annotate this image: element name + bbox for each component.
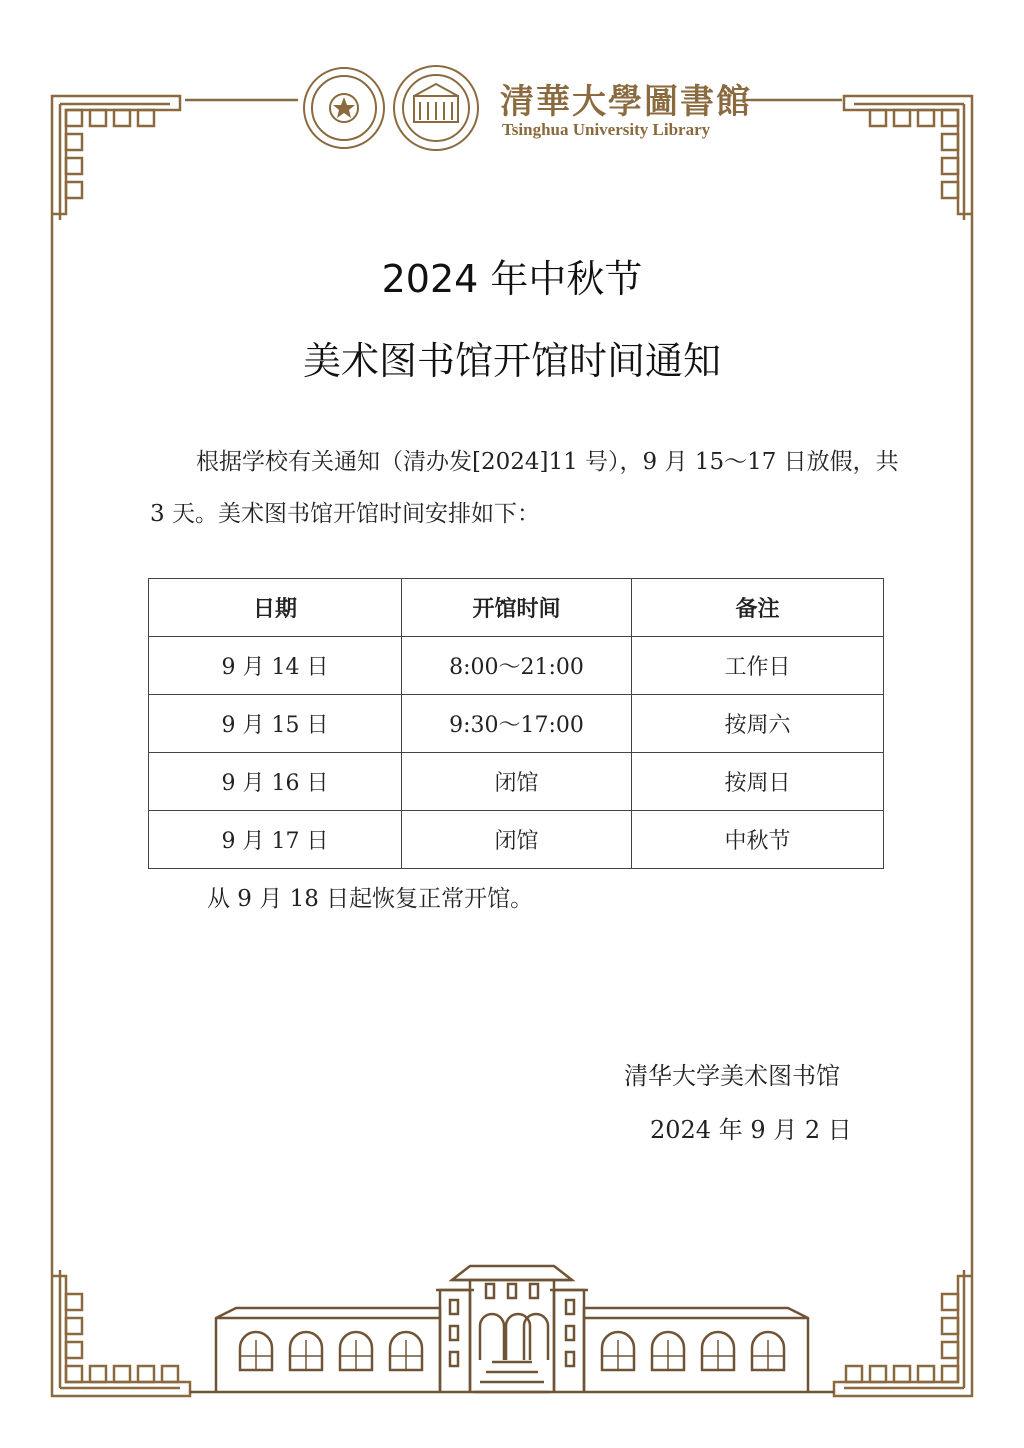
cell-date: 9 月 14 日 [149,637,402,695]
cell-hours: 9:30～17:00 [402,695,632,753]
library-name-chinese: 清華大學圖書館 [500,82,752,122]
corner-ornament-top-right [844,96,972,228]
corner-ornament-bottom-right [834,1262,972,1396]
library-seal-icon [394,66,478,150]
cell-remarks: 工作日 [632,637,884,695]
cell-hours: 闭馆 [402,753,632,811]
library-name-english: Tsinghua University Library [502,120,711,139]
table-row [149,753,884,811]
notice-intro-paragraph: 根据学校有关通知（清办发[2024]11 号），9 月 15～17 日放假，共 3 天。美术图书馆开馆时间安排如下： [150,449,899,527]
column-header-remarks: 备注 [632,579,884,637]
cell-remarks: 按周日 [632,753,884,811]
cell-hours: 8:00～21:00 [402,637,632,695]
table-row [149,695,884,753]
notice-title-line1: 2024 年中秋节 [381,257,643,301]
cell-date: 9 月 17 日 [149,811,402,869]
signature-date: 2024 年 9 月 2 日 [650,1116,852,1144]
corner-ornament-top-left [52,96,180,228]
table-row [149,637,884,695]
signature-organization: 清华大学美术图书馆 [624,1062,840,1090]
column-header-date: 日期 [149,579,402,637]
library-building-illustration [190,1266,834,1392]
cell-hours: 闭馆 [402,811,632,869]
notice-title-line2: 美术图书馆开馆时间通知 [302,339,721,383]
university-seal-icon [304,68,384,148]
column-header-hours: 开馆时间 [402,579,632,637]
cell-date: 9 月 15 日 [149,695,402,753]
cell-remarks: 按周六 [632,695,884,753]
cell-remarks: 中秋节 [632,811,884,869]
cell-date: 9 月 16 日 [149,753,402,811]
table-header-row [149,579,884,637]
opening-hours-table [148,578,884,869]
resume-normal-hours-note: 从 9 月 18 日起恢复正常开馆。 [207,886,534,912]
corner-ornament-bottom-left [52,1262,190,1396]
table-row [149,811,884,869]
